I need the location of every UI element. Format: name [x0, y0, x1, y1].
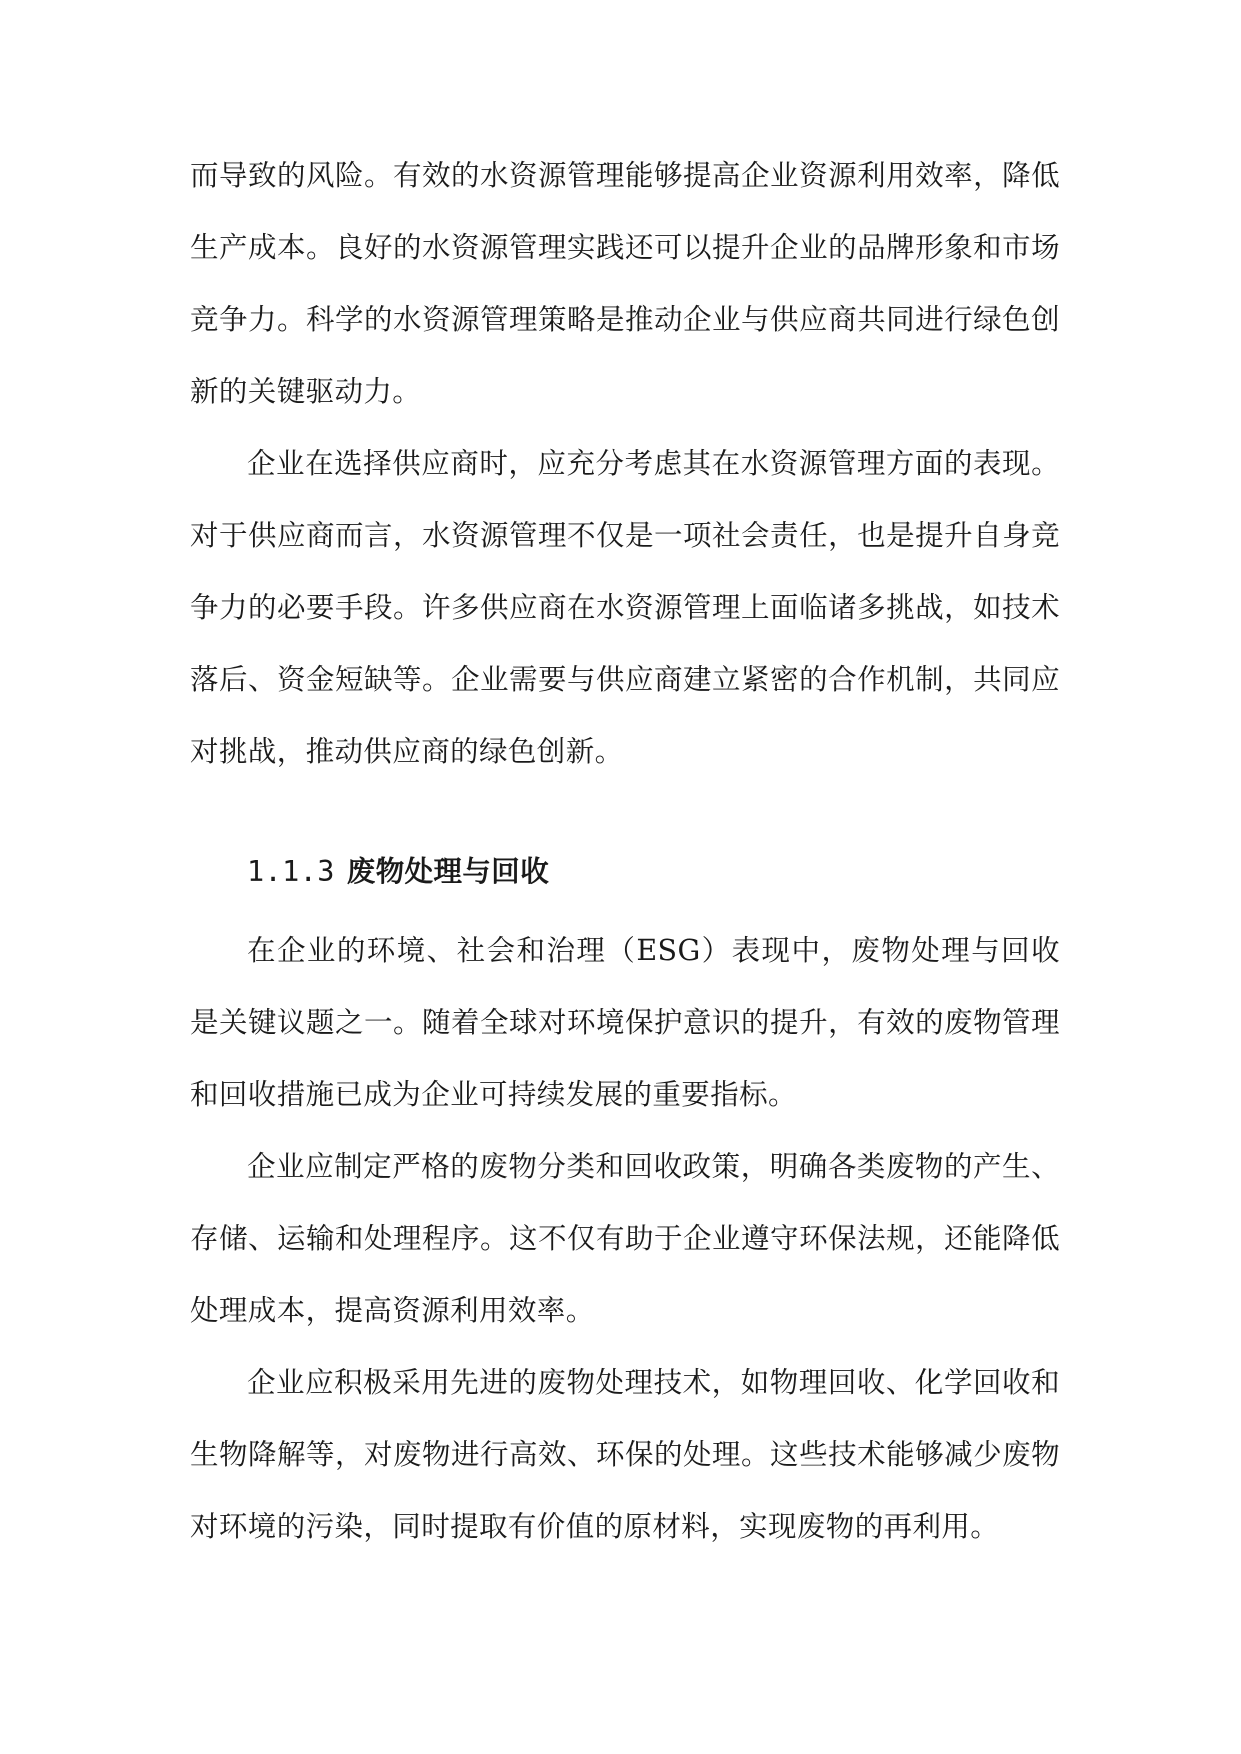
paragraph-water-risk: 而导致的风险。有效的水资源管理能够提高企业资源利用效率，降低生产成本。良好的水资源管理实践还可以提升企业的品牌形象和市场竞争力。科学的水资源管理策略是推动企业与供应商共同进行绿色创新的关键驱动力。: [190, 159, 1060, 408]
paragraph-waste-policy: 企业应制定严格的废物分类和回收政策，明确各类废物的产生、存储、运输和处理程序。这不仅有助于企业遵守环保法规，还能降低处理成本，提高资源利用效率。: [190, 1150, 1060, 1327]
section-number: 1.1.3: [247, 855, 335, 888]
document-body: [190, 140, 1060, 1563]
paragraph-supplier-selection: 企业在选择供应商时，应充分考虑其在水资源管理方面的表现。对于供应商而言，水资源管理不仅是一项社会责任，也是提升自身竞争力的必要手段。许多供应商在水资源管理上面临诸多挑战，如技术落后、资金短缺等。企业需要与供应商建立紧密的合作机制，共同应对挑战，推动供应商的绿色创新。: [190, 447, 1060, 768]
section-heading: [190, 835, 1060, 908]
paragraph-esg-waste: 在企业的环境、社会和治理（ESG）表现中，废物处理与回收是关键议题之一。随着全球对环境保护意识的提升，有效的废物管理和回收措施已成为企业可持续发展的重要指标。: [190, 934, 1060, 1111]
section-title: 废物处理与回收: [346, 854, 550, 888]
paragraph-waste-technology: 企业应积极采用先进的废物处理技术，如物理回收、化学回收和生物降解等，对废物进行高效、环保的处理。这些技术能够减少废物对环境的污染，同时提取有价值的原材料，实现废物的再利用。: [190, 1366, 1060, 1543]
